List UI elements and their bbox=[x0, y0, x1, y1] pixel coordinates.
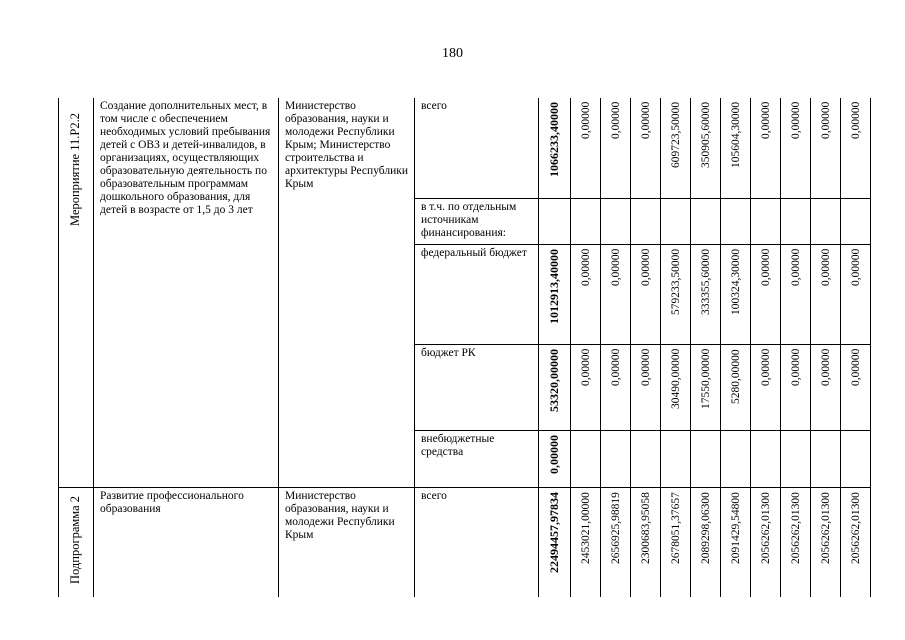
funding-source-cell bbox=[415, 98, 539, 198]
year-value-cell bbox=[631, 430, 661, 487]
year-value-cell bbox=[631, 198, 661, 244]
funding-source-label: федеральный бюджет bbox=[421, 246, 527, 259]
row-description: Создание дополнительных мест, в том числе с обеспечением необходимых условий пребывания детей с ОВЗ и детей-инвалидов, в организациях, осуществляющих образовательную деятельность по образовательным программам дошкольного образования, для детей в возрасте от 1,5 до 3 лет bbox=[100, 100, 271, 216]
year-value-cell bbox=[661, 244, 691, 344]
year-value-cell bbox=[751, 344, 781, 430]
year-value: 0,00000 bbox=[610, 348, 622, 386]
year-value: 2056262,01300 bbox=[760, 491, 772, 564]
year-value: 2089298,06300 bbox=[700, 491, 712, 564]
year-value-cell bbox=[721, 244, 751, 344]
year-value-cell bbox=[721, 98, 751, 198]
year-value-cell bbox=[721, 198, 751, 244]
year-value: 0,00000 bbox=[580, 101, 592, 139]
year-value-cell bbox=[841, 487, 871, 597]
year-value-cell bbox=[631, 344, 661, 430]
year-value-cell bbox=[781, 487, 811, 597]
year-value: 609723,50000 bbox=[670, 101, 682, 168]
year-value-cell bbox=[751, 98, 781, 198]
year-value: 0,00000 bbox=[610, 101, 622, 139]
year-value: 30490,00000 bbox=[670, 348, 682, 409]
year-value: 0,00000 bbox=[820, 101, 832, 139]
row-executor: Министерство образования, науки и молодежи Республики Крым bbox=[285, 489, 395, 541]
year-value: 2056262,01300 bbox=[790, 491, 802, 564]
year-value-cell bbox=[631, 98, 661, 198]
year-value: 2678051,37657 bbox=[670, 491, 682, 564]
year-value-cell bbox=[691, 198, 721, 244]
year-value: 0,00000 bbox=[760, 101, 772, 139]
funding-source-label: в т.ч. по отдельным источникам финансирования: bbox=[421, 200, 517, 239]
year-value: 0,00000 bbox=[850, 101, 862, 139]
year-value: 0,00000 bbox=[790, 348, 802, 386]
row-executor: Министерство образования, науки и молодежи Республики Крым; Министерство строительства и архитектуры Республики Крым bbox=[285, 100, 408, 190]
total-value-cell bbox=[539, 487, 571, 597]
year-value-cell bbox=[661, 487, 691, 597]
funding-source-label: всего bbox=[421, 489, 447, 502]
year-value-cell bbox=[691, 344, 721, 430]
total-value: 1066233,40000 bbox=[547, 102, 561, 177]
funding-source-cell bbox=[415, 344, 539, 430]
page-number: 180 bbox=[442, 46, 463, 61]
year-value: 350905,60000 bbox=[700, 101, 712, 168]
year-value: 2056262,01300 bbox=[850, 491, 862, 564]
year-value: 0,00000 bbox=[640, 101, 652, 139]
row-executor-cell bbox=[279, 487, 415, 597]
total-value: 1012913,40000 bbox=[547, 248, 561, 324]
funding-source-cell bbox=[415, 244, 539, 344]
year-value: 0,00000 bbox=[580, 248, 592, 286]
funding-source-label: всего bbox=[421, 100, 447, 112]
table-row bbox=[59, 487, 871, 597]
year-value: 105604,30000 bbox=[730, 101, 742, 168]
year-value-cell bbox=[751, 430, 781, 487]
year-value-cell bbox=[721, 487, 751, 597]
year-value-cell bbox=[571, 244, 601, 344]
year-value-cell bbox=[661, 430, 691, 487]
year-value-cell bbox=[601, 487, 631, 597]
year-value: 0,00000 bbox=[580, 348, 592, 386]
year-value: 0,00000 bbox=[640, 348, 652, 386]
year-value: 2056262,01300 bbox=[820, 491, 832, 564]
year-value-cell bbox=[721, 344, 751, 430]
year-value-cell bbox=[841, 430, 871, 487]
budget-table bbox=[58, 98, 871, 597]
year-value: 0,00000 bbox=[610, 248, 622, 286]
year-value-cell bbox=[601, 98, 631, 198]
year-value-cell bbox=[841, 344, 871, 430]
year-value-cell bbox=[691, 430, 721, 487]
year-value: 2453021,00000 bbox=[580, 491, 592, 564]
year-value-cell bbox=[841, 98, 871, 198]
year-value-cell bbox=[571, 344, 601, 430]
year-value-cell bbox=[601, 198, 631, 244]
row-description-cell bbox=[94, 487, 279, 597]
total-value-cell bbox=[539, 244, 571, 344]
year-value-cell bbox=[781, 244, 811, 344]
row-code-cell bbox=[59, 98, 94, 487]
year-value-cell bbox=[661, 344, 691, 430]
total-value-cell bbox=[539, 198, 571, 244]
year-value-cell bbox=[751, 198, 781, 244]
year-value: 2091429,54800 bbox=[730, 491, 742, 564]
year-value-cell bbox=[691, 487, 721, 597]
year-value-cell bbox=[781, 430, 811, 487]
row-code: Мероприятие 11.Р2.2 bbox=[68, 113, 82, 226]
year-value-cell bbox=[841, 244, 871, 344]
funding-source-cell bbox=[415, 198, 539, 244]
total-value-cell bbox=[539, 344, 571, 430]
year-value-cell bbox=[781, 198, 811, 244]
total-value: 0,00000 bbox=[547, 434, 561, 474]
funding-source-label: внебюджетные средства bbox=[421, 432, 495, 458]
year-value-cell bbox=[811, 430, 841, 487]
year-value: 0,00000 bbox=[640, 248, 652, 286]
total-value: 22494457,97834 bbox=[547, 491, 561, 573]
table-row bbox=[59, 98, 871, 198]
total-value: 53320,00000 bbox=[547, 348, 561, 412]
total-value-cell bbox=[539, 430, 571, 487]
year-value: 0,00000 bbox=[790, 248, 802, 286]
year-value-cell bbox=[691, 244, 721, 344]
year-value: 5280,00000 bbox=[730, 348, 742, 404]
year-value-cell bbox=[601, 430, 631, 487]
total-value-cell bbox=[539, 98, 571, 198]
year-value-cell bbox=[571, 487, 601, 597]
year-value-cell bbox=[781, 98, 811, 198]
year-value: 333355,60000 bbox=[700, 248, 712, 315]
year-value-cell bbox=[721, 430, 751, 487]
year-value: 2656925,98819 bbox=[610, 491, 622, 564]
year-value: 0,00000 bbox=[820, 348, 832, 386]
year-value-cell bbox=[781, 344, 811, 430]
year-value-cell bbox=[751, 244, 781, 344]
year-value-cell bbox=[601, 244, 631, 344]
row-code-cell: Подпрограмма 2 bbox=[59, 487, 94, 597]
funding-source-label: бюджет РК bbox=[421, 346, 476, 359]
year-value: 579233,50000 bbox=[670, 248, 682, 315]
year-value-cell bbox=[811, 198, 841, 244]
year-value: 0,00000 bbox=[760, 248, 772, 286]
year-value-cell bbox=[631, 244, 661, 344]
year-value: 0,00000 bbox=[850, 248, 862, 286]
year-value-cell bbox=[841, 198, 871, 244]
year-value-cell bbox=[811, 487, 841, 597]
year-value-cell bbox=[661, 98, 691, 198]
year-value: 0,00000 bbox=[790, 101, 802, 139]
year-value: 2300683,95058 bbox=[640, 491, 652, 564]
year-value-cell bbox=[691, 98, 721, 198]
year-value-cell bbox=[811, 344, 841, 430]
funding-source-cell bbox=[415, 487, 539, 597]
year-value: 100324,30000 bbox=[730, 248, 742, 315]
year-value-cell bbox=[811, 244, 841, 344]
year-value-cell bbox=[571, 430, 601, 487]
year-value: 0,00000 bbox=[820, 248, 832, 286]
funding-source-cell bbox=[415, 430, 539, 487]
year-value-cell bbox=[631, 487, 661, 597]
year-value: 0,00000 bbox=[850, 348, 862, 386]
year-value: 17550,00000 bbox=[700, 348, 712, 409]
year-value-cell bbox=[601, 344, 631, 430]
year-value-cell bbox=[571, 98, 601, 198]
row-description: Развитие профессионального образования bbox=[100, 489, 244, 515]
year-value: 0,00000 bbox=[760, 348, 772, 386]
year-value-cell bbox=[751, 487, 781, 597]
year-value-cell bbox=[571, 198, 601, 244]
year-value-cell bbox=[811, 98, 841, 198]
year-value-cell bbox=[661, 198, 691, 244]
